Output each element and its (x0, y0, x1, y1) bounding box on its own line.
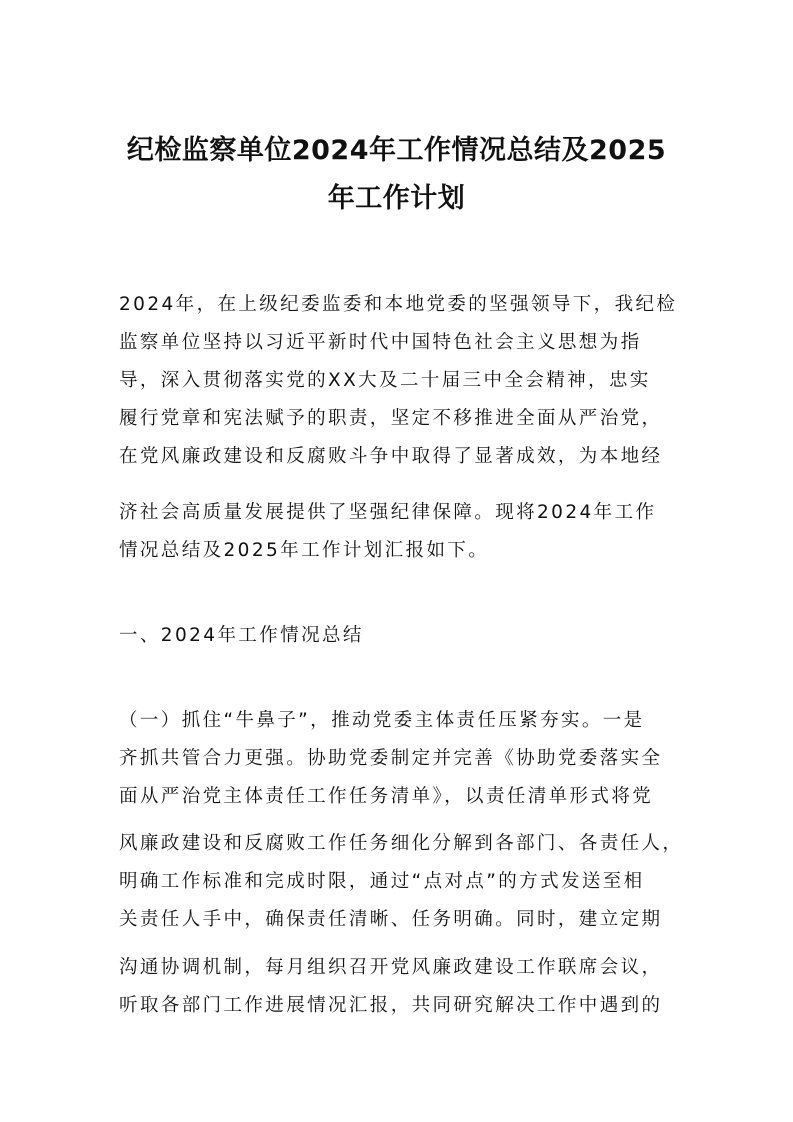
intro-paragraph-line: 2024年，在上级纪委监委和本地党委的坚强领导下，我纪检 (119, 294, 678, 315)
section-heading: 一、2024年工作情况总结 (119, 625, 364, 646)
section-paragraph-line: 风廉政建设和反腐败工作任务细化分解到各部门、各责任人， (119, 833, 684, 854)
section-paragraph-line: 听取各部门工作进展情况汇报，共同研究解决工作中遇到的 (119, 995, 663, 1016)
intro-paragraph-line: 履行党章和宪法赋予的职责，坚定不移推进全面从严治党， (119, 408, 663, 429)
section-paragraph-line: 沟通协调机制，每月组织召开党风廉政建设工作联席会议， (119, 957, 663, 978)
document-title-line-1: 纪检监察单位2024年工作情况总结及2025 (126, 135, 667, 166)
section-paragraph-line: 关责任人手中，确保责任清晰、任务明确。同时，建立定期 (119, 909, 663, 930)
section-paragraph-line: 明确工作标准和完成时限，通过“点对点”的方式发送至相 (119, 871, 645, 892)
document-title-line-2: 年工作计划 (327, 183, 466, 214)
intro-paragraph-line: 导，深入贯彻落实党的XX大及二十届三中全会精神，忠实 (119, 370, 651, 391)
intro-paragraph-line: 在党风廉政建设和反腐败斗争中取得了显著成效，为本地经 (119, 446, 663, 467)
intro-paragraph-line: 情况总结及2025年工作计划汇报如下。 (119, 540, 490, 561)
intro-paragraph-line: 济社会高质量发展提供了坚强纪律保障。现将2024年工作 (119, 502, 657, 523)
section-paragraph-line: （一）抓住“牛鼻子”，推动党委主体责任压紧夯实。一是 (119, 710, 645, 731)
section-paragraph-line: 齐抓共管合力更强。协助党委制定并完善《协助党委落实全 (119, 748, 663, 769)
intro-paragraph-line: 监察单位坚持以习近平新时代中国特色社会主义思想为指 (119, 332, 642, 353)
section-paragraph-line: 面从严治党主体责任工作任务清单》，以责任清单形式将党 (119, 786, 654, 807)
